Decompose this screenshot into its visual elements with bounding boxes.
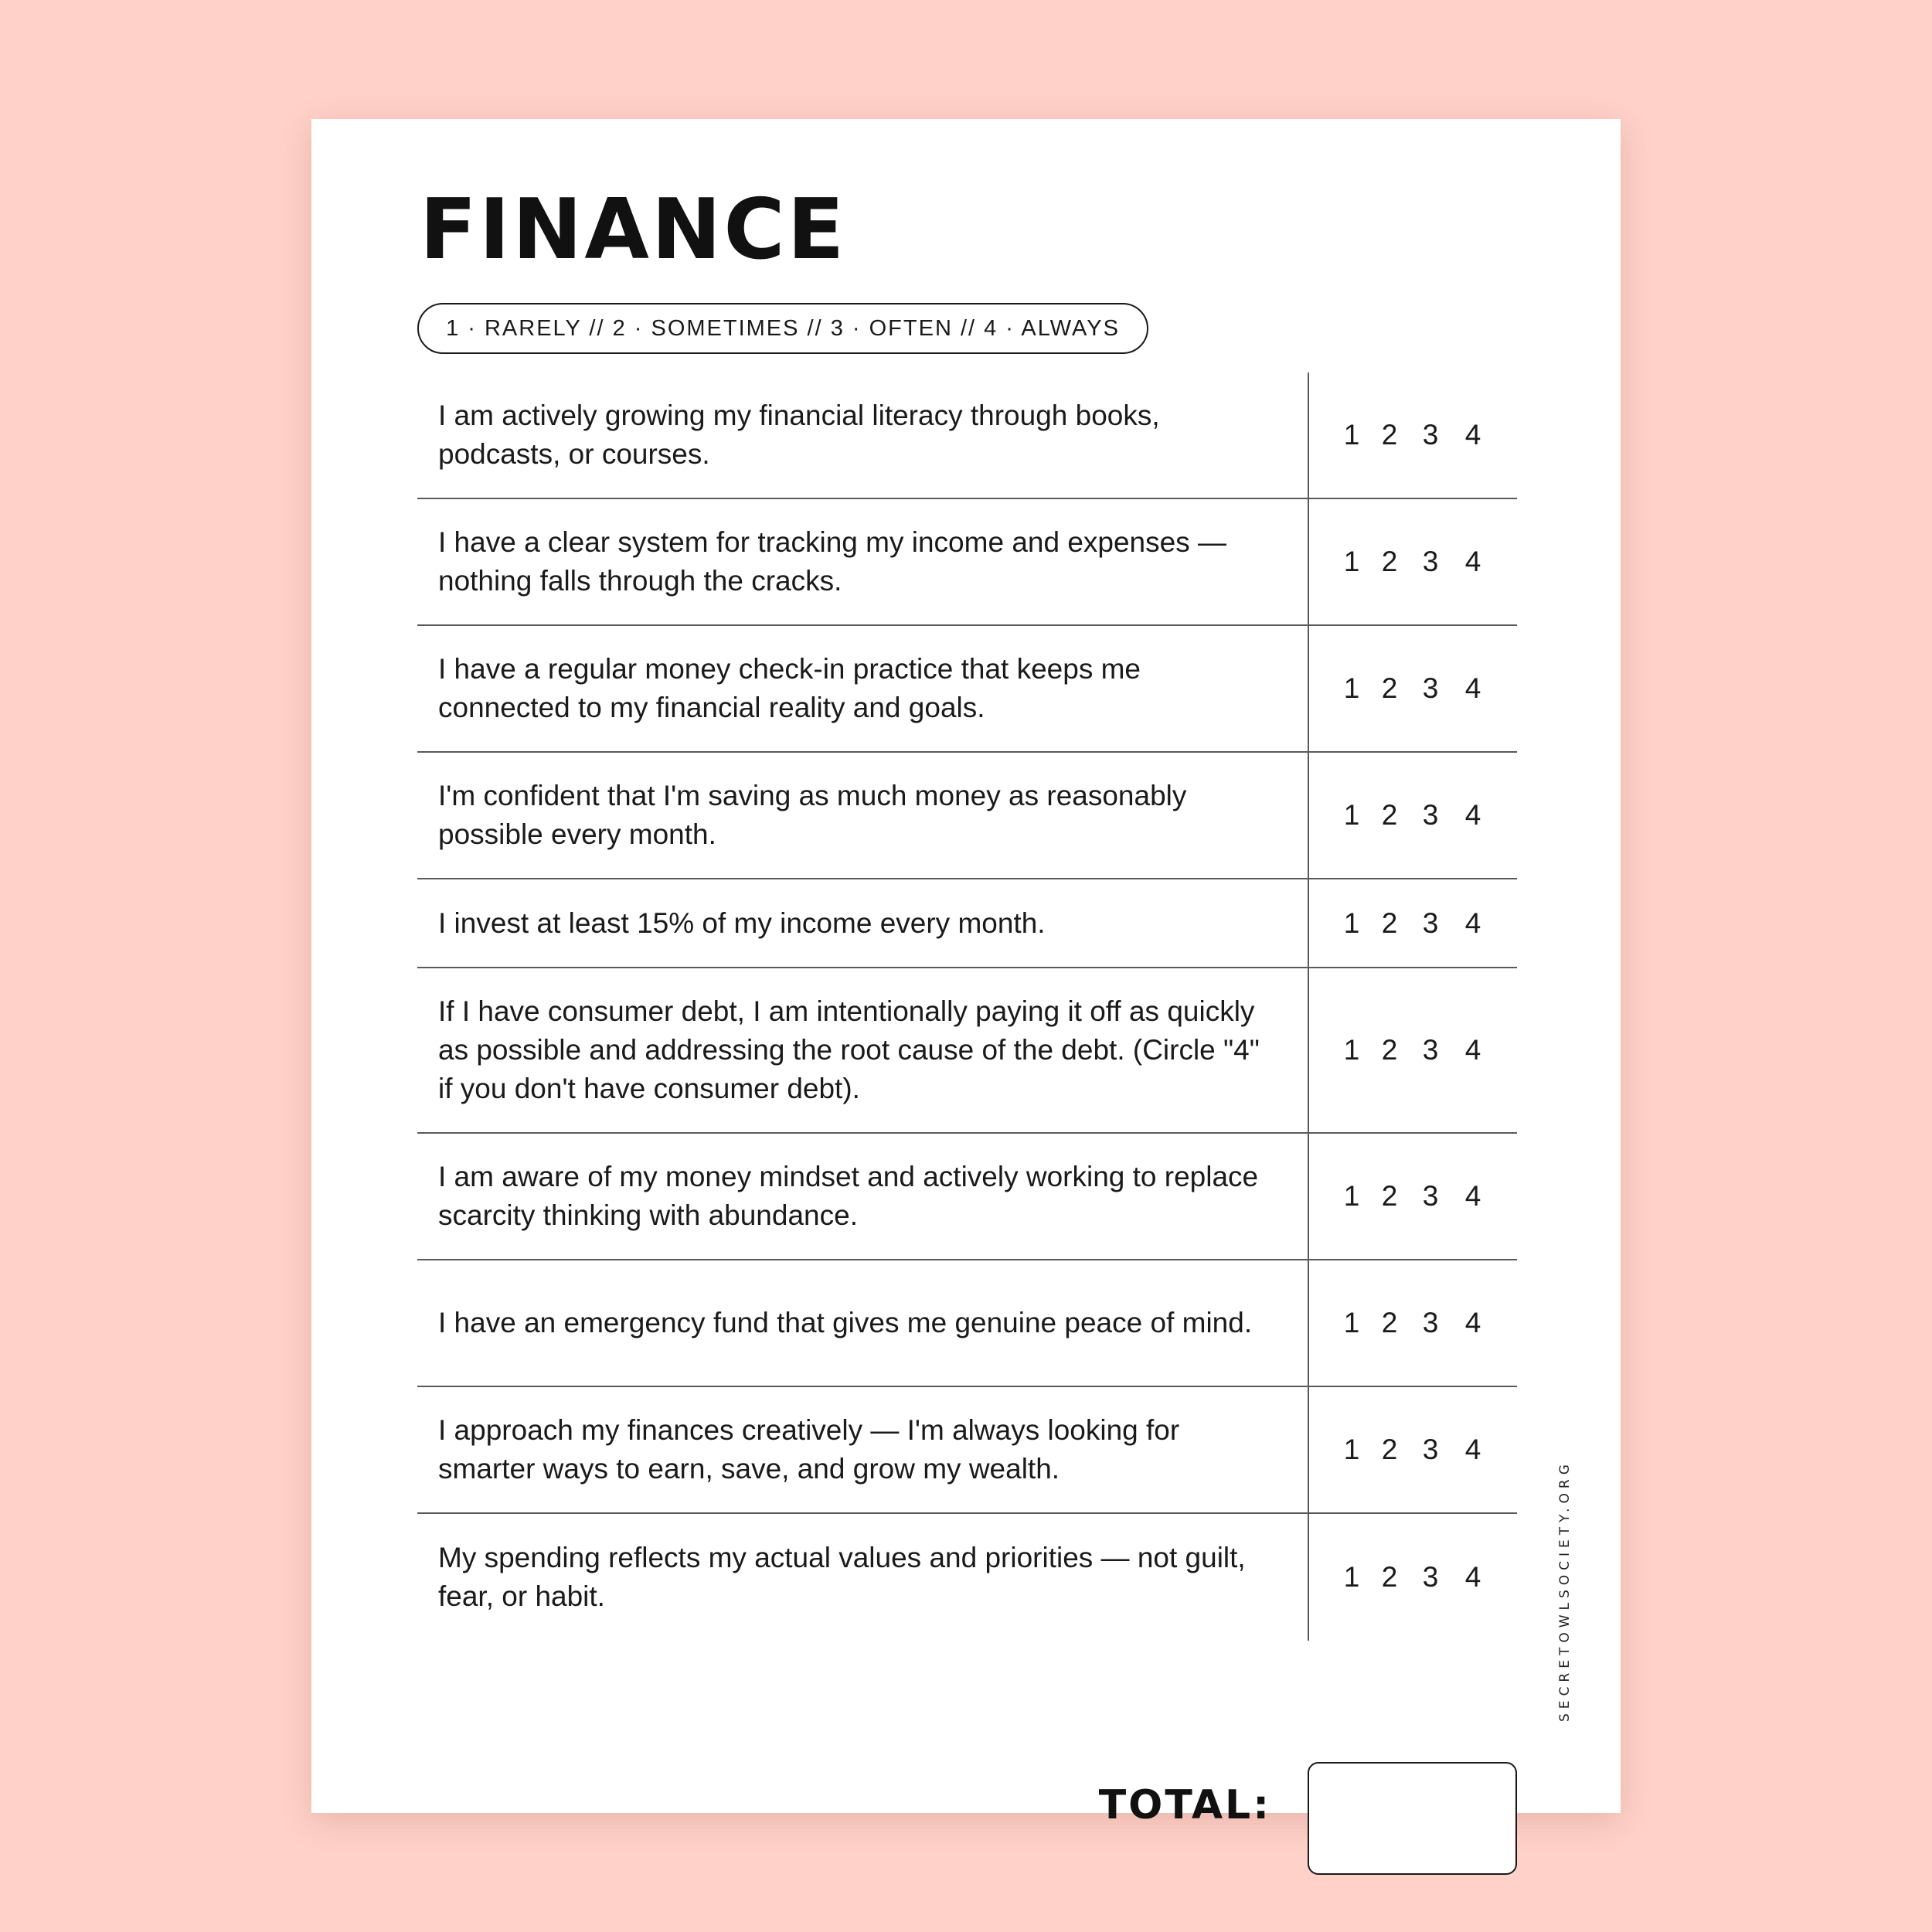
rating-scale [1308,1387,1517,1512]
rating-option-3[interactable]: 3 [1422,546,1439,577]
rating-scale [1308,879,1517,967]
rating-option-2[interactable]: 2 [1381,672,1398,704]
rating-option-4[interactable]: 4 [1464,1034,1481,1066]
rating-scale [1308,1134,1517,1259]
statements-table [417,372,1517,1641]
rating-option-1[interactable]: 1 [1343,672,1360,704]
rating-option-1[interactable]: 1 [1343,419,1360,451]
rating-option-1[interactable]: 1 [1343,906,1360,939]
rating-option-4[interactable]: 4 [1464,1434,1481,1465]
rating-option-1[interactable]: 1 [1343,799,1360,831]
rating-option-3[interactable]: 3 [1422,1434,1439,1465]
rating-option-3[interactable]: 3 [1422,1034,1439,1066]
rating-option-3[interactable]: 3 [1422,1180,1439,1212]
statement-row-8 [417,1260,1517,1387]
rating-option-2[interactable]: 2 [1381,1434,1398,1465]
rating-option-1[interactable]: 1 [1343,1034,1360,1066]
rating-legend: 1 · RARELY // 2 · SOMETIMES // 3 · OFTEN // 4 · ALWAYS [417,303,1148,354]
rating-option-1[interactable]: 1 [1343,1561,1360,1593]
rating-option-2[interactable]: 2 [1381,546,1398,577]
statement-text: I have a clear system for tracking my income and expenses — nothing falls through the cracks. [438,526,1226,597]
rating-option-4[interactable]: 4 [1464,1561,1481,1593]
rating-option-2[interactable]: 2 [1381,1307,1398,1338]
rating-option-4[interactable]: 4 [1464,799,1481,831]
rating-option-4[interactable]: 4 [1464,906,1481,939]
rating-option-3[interactable]: 3 [1422,672,1439,704]
rating-scale [1308,1260,1517,1386]
statement-row-3 [417,626,1517,753]
statement-text: I am actively growing my financial literacy through books, podcasts, or courses. [438,400,1160,470]
rating-option-3[interactable]: 3 [1422,799,1439,831]
rating-option-4[interactable]: 4 [1464,546,1481,577]
rating-option-2[interactable]: 2 [1381,1180,1398,1212]
statement-text: I invest at least 15% of my income every month. [438,906,1046,939]
rating-scale [1308,968,1517,1132]
rating-option-2[interactable]: 2 [1381,1561,1398,1593]
website-credit: SECRETOWLSOCIETY.ORG [1557,1460,1573,1722]
statement-text: I have an emergency fund that gives me genuine peace of mind. [438,1307,1253,1338]
statement-text: I am aware of my money mindset and actively working to replace scarcity thinking with abundance. [438,1161,1259,1231]
statement-row-2 [417,499,1517,626]
rating-option-2[interactable]: 2 [1381,419,1398,451]
rating-option-1[interactable]: 1 [1343,1434,1360,1465]
rating-option-3[interactable]: 3 [1422,1561,1439,1593]
rating-option-2[interactable]: 2 [1381,799,1398,831]
rating-option-1[interactable]: 1 [1343,546,1360,577]
rating-option-4[interactable]: 4 [1464,1307,1481,1338]
rating-option-1[interactable]: 1 [1343,1180,1360,1212]
rating-option-3[interactable]: 3 [1422,906,1439,939]
rating-option-2[interactable]: 2 [1381,1034,1398,1066]
rating-option-3[interactable]: 3 [1422,419,1439,451]
rating-scale [1308,753,1517,878]
total-score-box[interactable] [1308,1762,1517,1875]
rating-option-3[interactable]: 3 [1422,1307,1439,1338]
statement-row-9 [417,1387,1517,1514]
rating-option-2[interactable]: 2 [1381,906,1398,939]
rating-scale [1308,626,1517,751]
statement-row-7 [417,1134,1517,1260]
rating-scale [1308,499,1517,624]
rating-scale [1308,372,1517,498]
total-label: TOTAL: [1098,1782,1271,1828]
statement-text: My spending reflects my actual values and priorities — not guilt, fear, or habit. [438,1542,1246,1612]
rating-scale [1308,1514,1517,1641]
statement-row-5 [417,879,1517,968]
statement-row-6 [417,968,1517,1134]
statement-text: I have a regular money check-in practice that keeps me connected to my financial reality and goals. [438,653,1141,723]
statement-row-1 [417,372,1517,499]
statement-text: I'm confident that I'm saving as much money as reasonably possible every month. [438,780,1187,850]
rating-option-4[interactable]: 4 [1464,672,1481,704]
rating-option-1[interactable]: 1 [1343,1307,1360,1338]
statement-row-4 [417,753,1517,879]
rating-option-4[interactable]: 4 [1464,419,1481,451]
statement-text: I approach my finances creatively — I'm always looking for smarter ways to earn, save, and grow my wealth. [438,1414,1180,1485]
worksheet-page [311,119,1621,1828]
statement-row-10 [417,1514,1517,1641]
rating-option-4[interactable]: 4 [1464,1180,1481,1212]
page-title: FINANCE [420,182,847,278]
statement-text: If I have consumer debt, I am intentionally paying it off as quickly as possible and addressing the root cause of the debt. (Circle "4" if you don't have consumer debt). [438,995,1260,1104]
